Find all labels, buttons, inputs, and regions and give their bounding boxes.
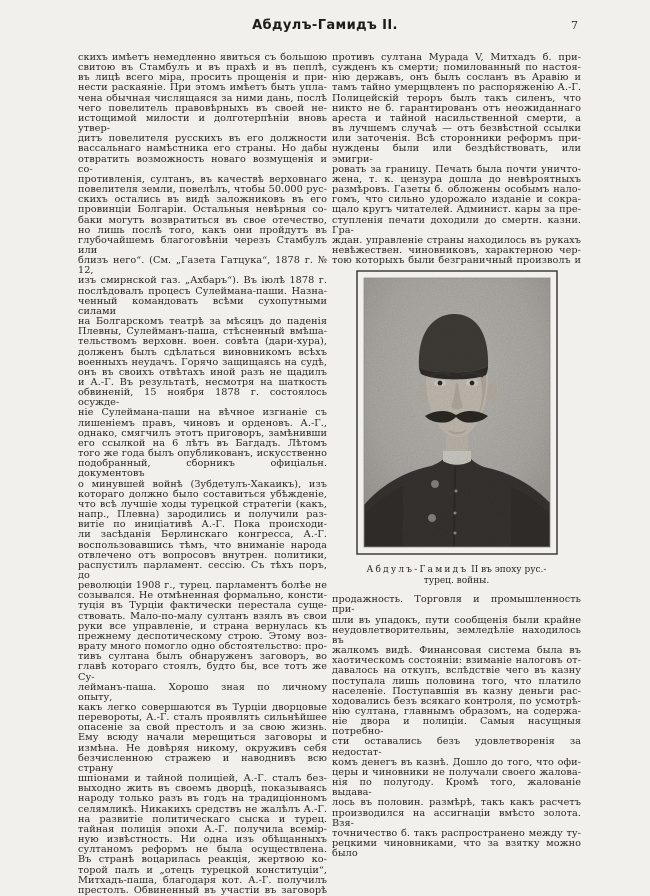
text-line: свитою въ Стамбулъ и въ прахѣ и въ пеплѣ, xyxy=(78,62,327,74)
text-line: созывался. Не отмѣненная формально, консти- xyxy=(78,590,327,602)
text-line: сужденъ къ смерти; помилованный по настоя- xyxy=(332,62,581,74)
text-line: ходовались безъ всякаго контроля, по усмотрѣ- xyxy=(332,695,581,707)
text-line: нію державъ, онъ былъ сосланъ въ Аравію и xyxy=(332,72,581,84)
text-line: султаномъ реформъ не была осуществлена. xyxy=(78,844,327,856)
text-line: шпіонами и тайной полиціей, А.-Г. сталъ без- xyxy=(78,773,327,785)
page-title: Абдулъ-Гамидъ II. xyxy=(252,18,398,33)
text-line: вассальнаго намѣстника его страны. Но дабы xyxy=(78,143,327,155)
figure-caption-line1 xyxy=(355,565,559,576)
text-line: какъ легко совершаются въ Турціи дворцовые xyxy=(78,702,327,713)
text-line: онъ въ своихъ отвѣтахъ иной разъ не щадилъ xyxy=(78,366,327,378)
text-line: противъ султана Мурада V, Митхадъ б. при- xyxy=(332,52,581,63)
text-line: ную извѣстность. Ни одна изъ обѣщанныхъ xyxy=(78,834,327,846)
text-line: ли засѣданія Берлинскаго конгресса, А.-Г. xyxy=(78,529,327,541)
text-line: рецкими чиновниками, что за взятку можно было xyxy=(332,838,581,860)
text-line: ченный командовать всѣми сухопутными силами xyxy=(78,295,327,317)
text-line: о минувшей войнѣ (Зубдетулъ-Хакаикъ), изъ xyxy=(78,478,327,490)
right-column-bottom-text xyxy=(332,595,581,859)
text-line: котораго должно было составиться убѣжденіе, xyxy=(78,488,327,500)
text-line: народу только разъ въ годъ на традиціонномъ xyxy=(78,793,327,805)
text-line: въ лучшемъ случаѣ — отъ безвѣстной ссылки xyxy=(332,123,581,135)
text-line: жалкомъ видѣ. Финансовая система была въ xyxy=(332,645,581,657)
text-line: баки могутъ возвратиться въ свое отечество, xyxy=(78,214,327,226)
text-line: скихъ остались въ видѣ заложниковъ въ его xyxy=(78,194,327,206)
text-line: распустилъ парламент. сессію. Съ тѣхъ поръ, до xyxy=(78,559,327,581)
text-line: хаотическомъ состояніи: взиманіе налоговъ от- xyxy=(332,655,581,667)
text-line: тамъ тайно умерщвленъ по распоряженію А.-Г. xyxy=(332,82,581,94)
text-line: военныхъ неудачъ. Горячо защищаясь на судѣ, xyxy=(78,356,327,368)
text-line: перевороты, А.-Г. сталъ проявлять сильнѣйшее xyxy=(78,712,327,724)
text-line: и А.-Г. Въ результатѣ, несмотря на шаткость xyxy=(78,377,327,388)
text-line: чена обычная числящаяся за ними дань, послѣ xyxy=(78,92,327,104)
text-line: неудовлетворительны, земледѣліе находилось въ xyxy=(332,624,581,646)
text-line: отвлечено отъ вопросовъ внутрен. политики, xyxy=(78,549,327,561)
page-number: 7 xyxy=(571,19,578,32)
text-line: витіе по иниціативѣ А.-Г. Пока происходи- xyxy=(78,519,327,531)
text-line: измѣна. Не довѣряя никому, окруживъ себя xyxy=(78,742,327,754)
text-line: лось въ половин. размѣрѣ, такъ какъ расчетъ xyxy=(332,797,581,809)
text-line: престолъ. Обвиненный въ участіи въ заговорѣ xyxy=(78,884,327,896)
text-line: выходно жить въ своемъ дворцѣ, показываясь xyxy=(78,783,327,795)
text-line: нію султана, главнымъ образомъ, на содержа- xyxy=(332,706,581,717)
text-line: руки все управленіе, и страна вернулась къ xyxy=(78,620,327,632)
text-line: Въ странѣ воцарилась реакція, жертвою ко- xyxy=(78,854,327,866)
figure-caption xyxy=(355,565,559,587)
text-line: на Болгарскомъ театрѣ за мѣсяцъ до паденія xyxy=(78,316,327,328)
text-line: продажность. Торговля и промышленность при- xyxy=(332,594,581,616)
text-line: провинціи Болгаріи. Остальныя невѣрныя со- xyxy=(78,204,327,216)
text-line: воспользовавшись тѣмъ, что вниманіе народа xyxy=(78,539,327,551)
text-line: что всѣ лучшіе ходы турецкой стратегіи (какъ, xyxy=(78,498,327,510)
caption-name: Абдулъ-Гамидъ xyxy=(366,565,469,576)
right-column xyxy=(332,53,581,896)
text-line: ровать за границу. Печать была почти уничто- xyxy=(332,163,581,175)
text-line: тою которыхъ были безграничный произволъ и xyxy=(332,255,581,267)
text-line: тайная полиція эпохи А.-Г. получила всемір- xyxy=(78,823,327,835)
text-line: близъ него“. (См. „Газета Гатцука“, 1878 г. № 12, xyxy=(78,255,327,277)
text-line: повелителя земли, повелѣлъ, чтобы 50.000 рус- xyxy=(78,184,327,196)
text-line: лишеніемъ правъ, чиновъ и орденовъ. А.-Г., xyxy=(78,417,327,429)
photo-area xyxy=(364,278,550,547)
text-line: комъ денегъ въ казнѣ. Дошло до того, что офи- xyxy=(332,756,581,768)
text-line: его ссылкой на 6 лѣтъ въ Багдадъ. Лѣтомъ xyxy=(78,437,327,449)
text-line: туція въ Турціи фактически перестала суще- xyxy=(78,600,327,612)
text-line: въ лицѣ всего міра, просить прощенія и при- xyxy=(78,72,327,84)
text-line: точничество б. такъ распространено между ту- xyxy=(332,827,581,839)
text-line: сти оставались безъ удовлетворенія за недостат- xyxy=(332,736,581,758)
text-line: того же года былъ опубликованъ, искусственно xyxy=(78,448,327,460)
text-line: скихъ имѣетъ немедленно явиться съ большою xyxy=(78,52,327,63)
text-line: безчисленною стражею и наводнивъ всю страну xyxy=(78,752,327,774)
figure-caption-line2: турец. войны. xyxy=(423,576,490,587)
text-line: Полицейскій тероръ былъ такъ силенъ, что xyxy=(332,92,581,104)
text-line: однако, смягчилъ этотъ приговоръ, замѣнивши xyxy=(78,427,327,439)
text-line: лейманъ-паша. Хорошо зная по личному опыту, xyxy=(78,681,327,703)
caption-rest: II въ эпоху рус.- xyxy=(471,565,547,576)
text-line: противленія, султанъ, въ качествѣ верховнаго xyxy=(78,173,327,185)
text-line: истощимой милости и долготерпѣніи вновь утвер- xyxy=(78,112,327,135)
running-head xyxy=(0,18,650,38)
text-line: революціи 1908 г., турец. парламентъ болѣе не xyxy=(78,580,327,592)
text-line: тивъ султана былъ обнаруженъ заговоръ, во xyxy=(78,651,327,663)
text-line: долженъ былъ сдѣлаться виновникомъ всѣхъ xyxy=(78,346,327,358)
text-line: населеніе. Поступавшія въ казну деньги рас- xyxy=(332,685,581,697)
text-line: нуждены были или бездѣйствовать, или эмигри- xyxy=(332,143,581,165)
text-line: подобранный, сборникъ офиціальн. документовъ xyxy=(78,458,327,480)
text-line: чего повелитель правовѣрныхъ въ своей не- xyxy=(78,102,327,114)
text-line: поступала лишь половина того, что платило xyxy=(332,675,581,687)
text-line: селямликѣ. Никакихъ средствъ не жалѣлъ А.-Г. xyxy=(78,803,327,815)
text-line: Митхадъ-паша, благодаря кот. А.-Г. получилъ xyxy=(78,874,327,886)
text-line: дитъ повелителя русскихъ въ его должности xyxy=(78,133,327,145)
left-column xyxy=(78,53,327,896)
text-line: производился на ассигнаціи вмѣсто золота. Взя- xyxy=(332,807,581,829)
text-line: размѣровъ. Газеты б. обложены особымъ нало- xyxy=(332,184,581,196)
text-line: нія по полугоду. Кромѣ того, жалованіе выдава- xyxy=(332,777,581,799)
text-line: никто не б. гарантированъ отъ неожиданнаго xyxy=(332,102,581,114)
text-line: гомъ, что сильно удорожало изданіе и сокра- xyxy=(332,194,581,206)
text-line: главѣ котораго стоялъ, будто бы, все тотъ же Су- xyxy=(78,661,327,683)
text-line: ніе двора и полиціи. Самыя насущныя потребно- xyxy=(332,716,581,738)
portrait-figure xyxy=(355,269,559,587)
text-line: тельствомъ верховн. воен. совѣта (дари-хура), xyxy=(78,336,327,348)
text-line: нести раскаяніе. При этомъ имѣетъ быть упла- xyxy=(78,82,327,94)
portrait-image xyxy=(355,269,559,556)
text-line: ступленія печати доходили до смертн. казни. Гра- xyxy=(332,214,581,236)
text-line: давалось на откупъ, вслѣдствіе чего въ казну xyxy=(332,665,581,677)
text-line: ствовать. Мало-по-малу султанъ взялъ въ свои xyxy=(78,610,327,622)
text-line: но лишь послѣ того, какъ они пройдутъ въ xyxy=(78,224,327,236)
text-line: напр., Плевна) зародились и получили раз- xyxy=(78,509,327,521)
text-line: шли въ упадокъ, пути сообщенія были крайне xyxy=(332,614,581,626)
text-line: торой палъ и „отецъ турецкой конституціи“, xyxy=(78,864,327,876)
text-line: на развитіе политическаго сыска и турец. xyxy=(78,813,327,825)
text-line: послѣдовалъ процесъ Сулеймана-паши. Назна- xyxy=(78,285,327,297)
text-line: обвиненій, 15 ноября 1878 г. состоялось осужде- xyxy=(78,387,327,409)
text-line: прежнему деспотическому строю. Этому воз- xyxy=(78,630,327,642)
text-line: глубочайшемъ благоговѣніи черезъ Стамбулъ или xyxy=(78,234,327,256)
text-line: ніе Сулеймана-паши на вѣчное изгнаніе съ xyxy=(78,407,327,419)
text-line: ждан. управленіе страны находилось въ рукахъ xyxy=(332,234,581,246)
text-line: врату много помогло одно обстоятельство: про- xyxy=(78,641,327,653)
text-line: опасеніе за свой престолъ и за свою жизнь. xyxy=(78,722,327,734)
text-line: отвратить возможность новаго возмущенія и со- xyxy=(78,153,327,175)
text-line: жена, т. к. цензура дошла до невѣроятныхъ xyxy=(332,173,581,185)
text-line: ареста и тайной насильственной смерти, а xyxy=(332,112,581,124)
text-line: Ему всюду начали мерещиться заговоры и xyxy=(78,732,327,744)
text-columns xyxy=(78,53,581,896)
text-line: или заточенія. Всѣ сторонники реформъ при- xyxy=(332,133,581,145)
text-line: церы и чиновники не получали своего жалова- xyxy=(332,766,581,778)
right-column-top-text xyxy=(332,53,581,266)
text-line: невѣжествен. чиновниковъ, характерною чер- xyxy=(332,244,581,256)
text-line: Плевны, Сулейманъ-паша, стѣсненный вмѣша- xyxy=(78,326,327,338)
text-line: изъ смирнской газ. „Ахбаръ“). Въ іюлѣ 1878 г. xyxy=(78,275,327,287)
text-line: щало кругъ читателей. Админист. кары за пре- xyxy=(332,204,581,216)
